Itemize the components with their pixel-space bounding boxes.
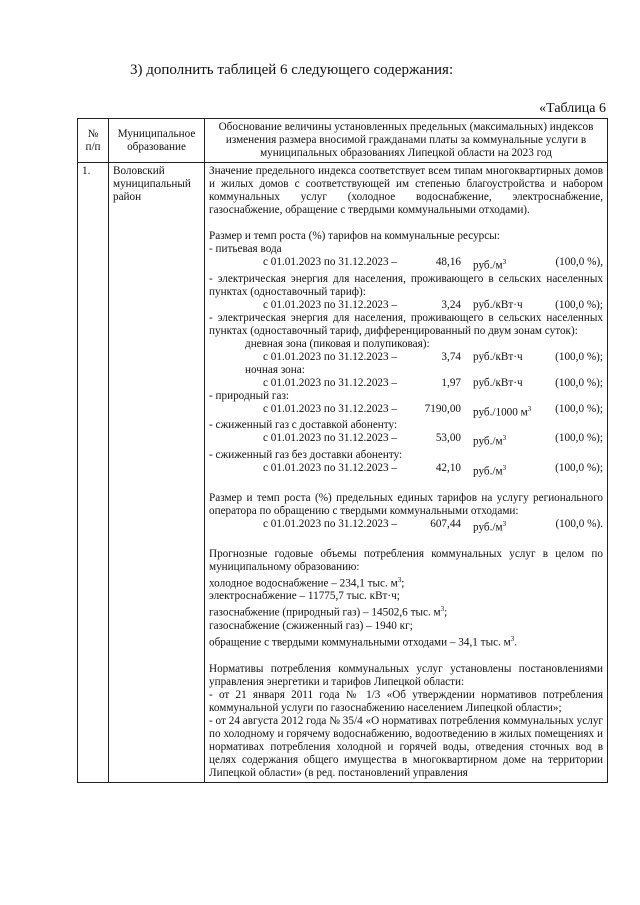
header-basis: Обоснование величины установленных предельных (максимальных) индексов изменения размера вносимой гражданами платы за коммунальные услуги в муниципальных образованиях Липецкой области на 2023 год <box>205 119 608 163</box>
day-zone-percent: (100,0 %); <box>555 350 603 363</box>
natural-gas-row <box>209 403 603 420</box>
forecast-lpg: газоснабжение (сжиженный газ) – 1940 кг; <box>209 620 413 633</box>
electricity-single-unit: руб./кВт·ч <box>473 298 523 311</box>
period: с 01.01.2023 по 31.12.2023 – <box>263 376 398 389</box>
table-header-row <box>78 119 608 163</box>
natural-gas-unit: руб./1000 $м^3$ <box>473 404 532 419</box>
period: с 01.01.2023 по 31.12.2023 – <box>263 298 398 311</box>
period: с 01.01.2023 по 31.12.2023 – <box>263 432 398 445</box>
waste-tariff-row <box>209 518 603 535</box>
header-num: № п/п <box>78 119 109 163</box>
day-zone-unit: руб./кВт·ч <box>473 350 523 363</box>
day-zone-value: 3,74 <box>441 350 461 363</box>
row-municipality: Воловский муниципальный район <box>109 163 205 783</box>
waste-value: 607,44 <box>430 517 461 530</box>
drinking-water-label: - питьевая вода <box>209 243 282 255</box>
page-bottom-margin <box>0 818 640 905</box>
night-zone-percent: (100,0 %); <box>555 376 603 389</box>
lpg-no-delivery-unit: $руб./м^3$ <box>473 464 507 478</box>
night-zone-unit: руб./кВт·ч <box>473 376 523 389</box>
electricity-zone-label: - электрическая энергия для населения, проживающего в сельских населенных пунктах (одноставочный тариф, дифференцированный по двум зонам суток): <box>209 311 603 337</box>
electricity-single-value: 3,24 <box>441 298 461 311</box>
row-num: 1. <box>78 163 109 783</box>
intro-text: 3) дополнить таблицей 6 следующего содержания: <box>130 62 454 78</box>
period: с 01.01.2023 по 31.12.2023 – <box>263 402 398 415</box>
night-zone-value: 1,97 <box>441 376 461 389</box>
waste-heading: Размер и темп роста (%) предельных единых тарифов на услугу регионального оператора по обращению с твердыми коммунальными отходами: <box>209 491 603 517</box>
forecast-waste: обращение с твердыми коммунальными отходами – 34,1 тыс. $м^3$. <box>209 635 518 649</box>
period: с 01.01.2023 по 31.12.2023 – <box>263 350 398 363</box>
electricity-single-label: - электрическая энергия для населения, проживающего в сельских населенных пунктах (одноставочный тариф): <box>209 272 603 298</box>
lpg-delivery-percent: (100,0 %); <box>555 432 603 445</box>
table-label: «Таблица 6 <box>539 101 606 116</box>
forecast-cold-water: холодное водоснабжение – 234,1 тыс. $м^3$; <box>209 575 405 590</box>
lpg-no-delivery-value: 42,10 <box>435 462 461 475</box>
lpg-delivery-row <box>209 432 603 449</box>
day-zone-row <box>209 351 603 364</box>
forecast-natural-gas: газоснабжение (природный газ) – 14502,6 тыс. $м^3$; <box>209 605 448 620</box>
tariff-table <box>77 118 608 783</box>
natural-gas-value: 7190,00 <box>424 402 461 415</box>
norm-item: - от 21 января 2011 года № 1/3 «Об утверждении нормативов потребления коммунальной услуги по газоснабжению населением Липецкой области»; <box>209 688 603 714</box>
natural-gas-label: - природный газ: <box>209 389 290 402</box>
night-zone-label: ночная зона: <box>245 363 305 376</box>
index-note: Значение предельного индекса соответствует всем типам многоквартирных домов и жилых домов с соответствующей им степенью благоустройства и набором коммунальных услуг (холодное водоснабжение, электроснабжение, газоснабжение, обращение с твердыми коммунальными отходами). <box>209 165 603 216</box>
row-basis <box>205 163 608 783</box>
norm-item: - от 24 августа 2012 года № 35/4 «О нормативах потребления коммунальных услуг по холодному и горячему водоснабжению, водоотведению в жилых помещениях и нормативах потребления холодной и горячей воды, отведения сточных вод в целях содержания общего имущества в многоквартирном доме на территории Липецкой области» (в ред. постановлений управления <box>209 714 603 779</box>
lpg-delivery-value: 53,00 <box>435 432 461 445</box>
natural-gas-percent: (100,0 %); <box>555 402 603 415</box>
waste-percent: (100,0 %). <box>555 517 603 530</box>
norms-heading: Нормативы потребления коммунальных услуг установлены постановлениями управления энергетики и тарифов Липецкой области: <box>209 662 603 688</box>
lpg-no-delivery-percent: (100,0 %); <box>555 462 603 475</box>
lpg-no-delivery-row <box>209 462 603 479</box>
period: с 01.01.2023 по 31.12.2023 – <box>263 517 398 530</box>
table-row <box>78 163 608 783</box>
day-zone-label: дневная зона (пиковая и полупиковая): <box>245 337 430 350</box>
lpg-delivery-label: - сжиженный газ с доставкой абоненту: <box>209 419 398 432</box>
water-value: 48,16 <box>435 256 461 268</box>
electricity-single-percent: (100,0 %); <box>555 298 603 311</box>
period: с 01.01.2023 по 31.12.2023 – <box>263 462 398 475</box>
forecast-electricity: электроснабжение – 11775,7 тыс. кВт·ч; <box>209 590 400 603</box>
period: с 01.01.2023 по 31.12.2023 – <box>263 256 398 268</box>
electricity-single-row <box>209 299 603 312</box>
water-unit: $руб./м^3$ <box>473 258 507 272</box>
forecast-heading: Прогнозные годовые объемы потребления коммунальных услуг в целом по муниципальному образованию: <box>209 547 603 573</box>
lpg-no-delivery-label: - сжиженный газ без доставки абоненту: <box>209 449 403 462</box>
night-zone-row <box>209 377 603 390</box>
lpg-delivery-unit: $руб./м^3$ <box>473 434 507 449</box>
tariffs-heading: Размер и темп роста (%) тарифов на коммунальные ресурсы: <box>209 230 500 242</box>
water-tariff-row <box>209 256 603 273</box>
waste-unit: $руб./м^3$ <box>473 519 507 534</box>
water-percent: (100,0 %), <box>555 256 603 268</box>
header-municipality: Муниципальное образование <box>109 119 205 163</box>
